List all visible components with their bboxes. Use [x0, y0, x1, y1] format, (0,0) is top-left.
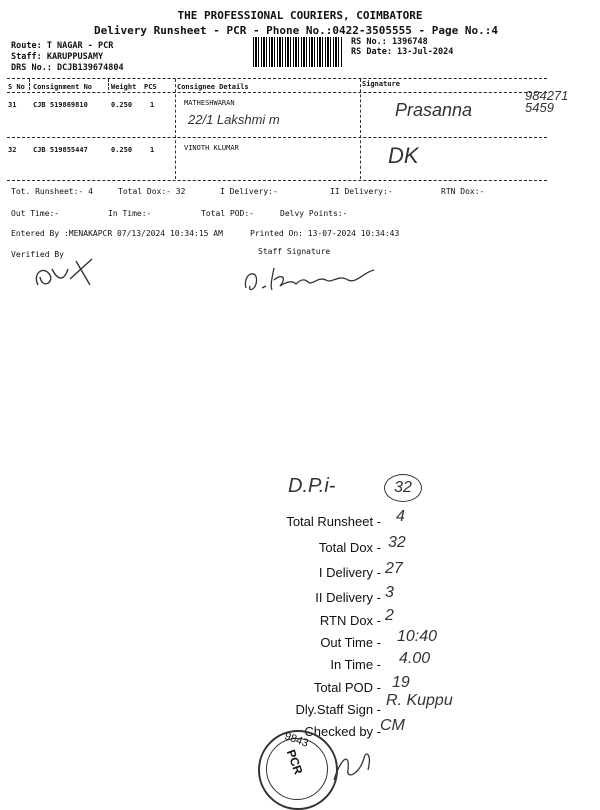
col-divider	[175, 79, 176, 179]
row-consignee: VINOTH KLUMAR	[184, 144, 239, 152]
summary-value: 2	[385, 607, 394, 624]
summary-label: Total POD -	[313, 680, 381, 695]
row-consignment: CJB 519855447	[33, 146, 88, 154]
dp-value: 32	[384, 474, 422, 502]
entered-by: Entered By :MENAKAPCR 07/13/2024 10:34:15 AM	[11, 229, 223, 238]
row-pcs: 1	[150, 101, 155, 109]
verified-by-signature	[30, 255, 100, 295]
summary-value: 4.00	[399, 650, 431, 667]
table-header-rule	[7, 92, 547, 93]
i-delivery: I Delivery:-	[220, 187, 278, 196]
route-label: Route: T NAGAR - PCR	[11, 41, 114, 51]
summary-value: R. Kuppu	[386, 692, 453, 709]
row-sno: 31	[8, 101, 17, 109]
row-weight: 0.250	[111, 146, 133, 154]
row-consignee: MATHESHWARAN	[184, 99, 235, 107]
row-sno: 32	[8, 146, 17, 154]
rs-number: RS No.: 1396748	[351, 37, 428, 47]
col-header-consignment: Consignment No	[33, 83, 93, 91]
summary-label: II Delivery -	[315, 590, 381, 605]
col-header-pcs: PCS	[144, 83, 157, 91]
col-divider	[108, 79, 109, 90]
summary-label: Out Time -	[320, 635, 381, 650]
summary-label: Checked by -	[304, 724, 381, 739]
barcode	[253, 37, 343, 67]
summary-value: 19	[392, 674, 410, 691]
row-pcs: 1	[150, 146, 155, 154]
summary-label: I Delivery -	[318, 565, 381, 580]
rs-date: RS Date: 13-Jul-2024	[351, 47, 454, 57]
runsheet-title: Delivery Runsheet - PCR - Phone No.:0422-3505555 - Page No.:4	[94, 24, 498, 37]
col-header-sno: S No	[8, 83, 25, 91]
staff-label: Staff: KARUPPUSAMY	[11, 52, 104, 62]
total-dox: Total Dox:- 32	[118, 187, 186, 196]
col-header-signature: Signature	[362, 80, 400, 88]
staff-signature	[240, 258, 380, 303]
delvy-points: Delvy Points:-	[280, 209, 348, 218]
in-time: In Time:-	[108, 209, 152, 218]
seal-ring-text: 9843	[282, 730, 310, 750]
summary-label: In Time -	[330, 657, 381, 672]
col-divider	[360, 79, 361, 179]
dp-label: D.P.i-	[288, 475, 336, 497]
printed-on: Printed On: 13-07-2024 10:34:43	[250, 229, 400, 238]
staff-signature-label: Staff Signature	[258, 247, 331, 256]
ii-delivery: II Delivery:-	[330, 187, 393, 196]
summary-value: 3	[385, 584, 394, 601]
summary-value: 10:40	[397, 628, 438, 645]
summary-value: CM	[380, 717, 405, 734]
col-header-weight: Weight	[111, 83, 137, 91]
handwritten-signature: Prasanna	[395, 100, 473, 120]
handwritten-address: 22/1 Lakshmi m	[188, 112, 280, 127]
summary-label: Total Dox -	[318, 540, 381, 555]
company-name: THE PROFESSIONAL COURIERS, COIMBATORE	[177, 9, 423, 22]
out-time: Out Time:-	[11, 209, 60, 218]
row-rule	[7, 137, 547, 138]
handwritten-signature: DK	[388, 143, 419, 168]
drs-number: DRS No.: DCJB139674804	[11, 63, 124, 73]
col-header-consignee: Consignee Details	[177, 83, 249, 91]
col-divider	[29, 79, 30, 90]
summary-value: 27	[385, 560, 403, 577]
seal-overlap-signature	[330, 740, 380, 785]
summary-label: Total Runsheet -	[286, 514, 381, 529]
summary-value: 32	[388, 534, 406, 551]
verified-by-label: Verified By	[11, 250, 64, 259]
summary-label: RTN Dox -	[319, 613, 381, 628]
rtn-dox: RTN Dox:-	[441, 187, 485, 196]
total-pod: Total POD:-	[201, 209, 254, 218]
table-top-rule	[7, 78, 547, 79]
summary-label: Dly.Staff Sign -	[295, 702, 381, 717]
table-bottom-rule	[7, 180, 547, 181]
summary-value: 4	[396, 508, 405, 525]
row-weight: 0.250	[111, 101, 133, 109]
row-consignment: CJB 519869810	[33, 101, 88, 109]
handwritten-phone: 9842715459	[525, 88, 569, 115]
seal-center: PCR	[283, 747, 306, 777]
total-runsheet: Tot. Runsheet:- 4	[11, 187, 93, 196]
